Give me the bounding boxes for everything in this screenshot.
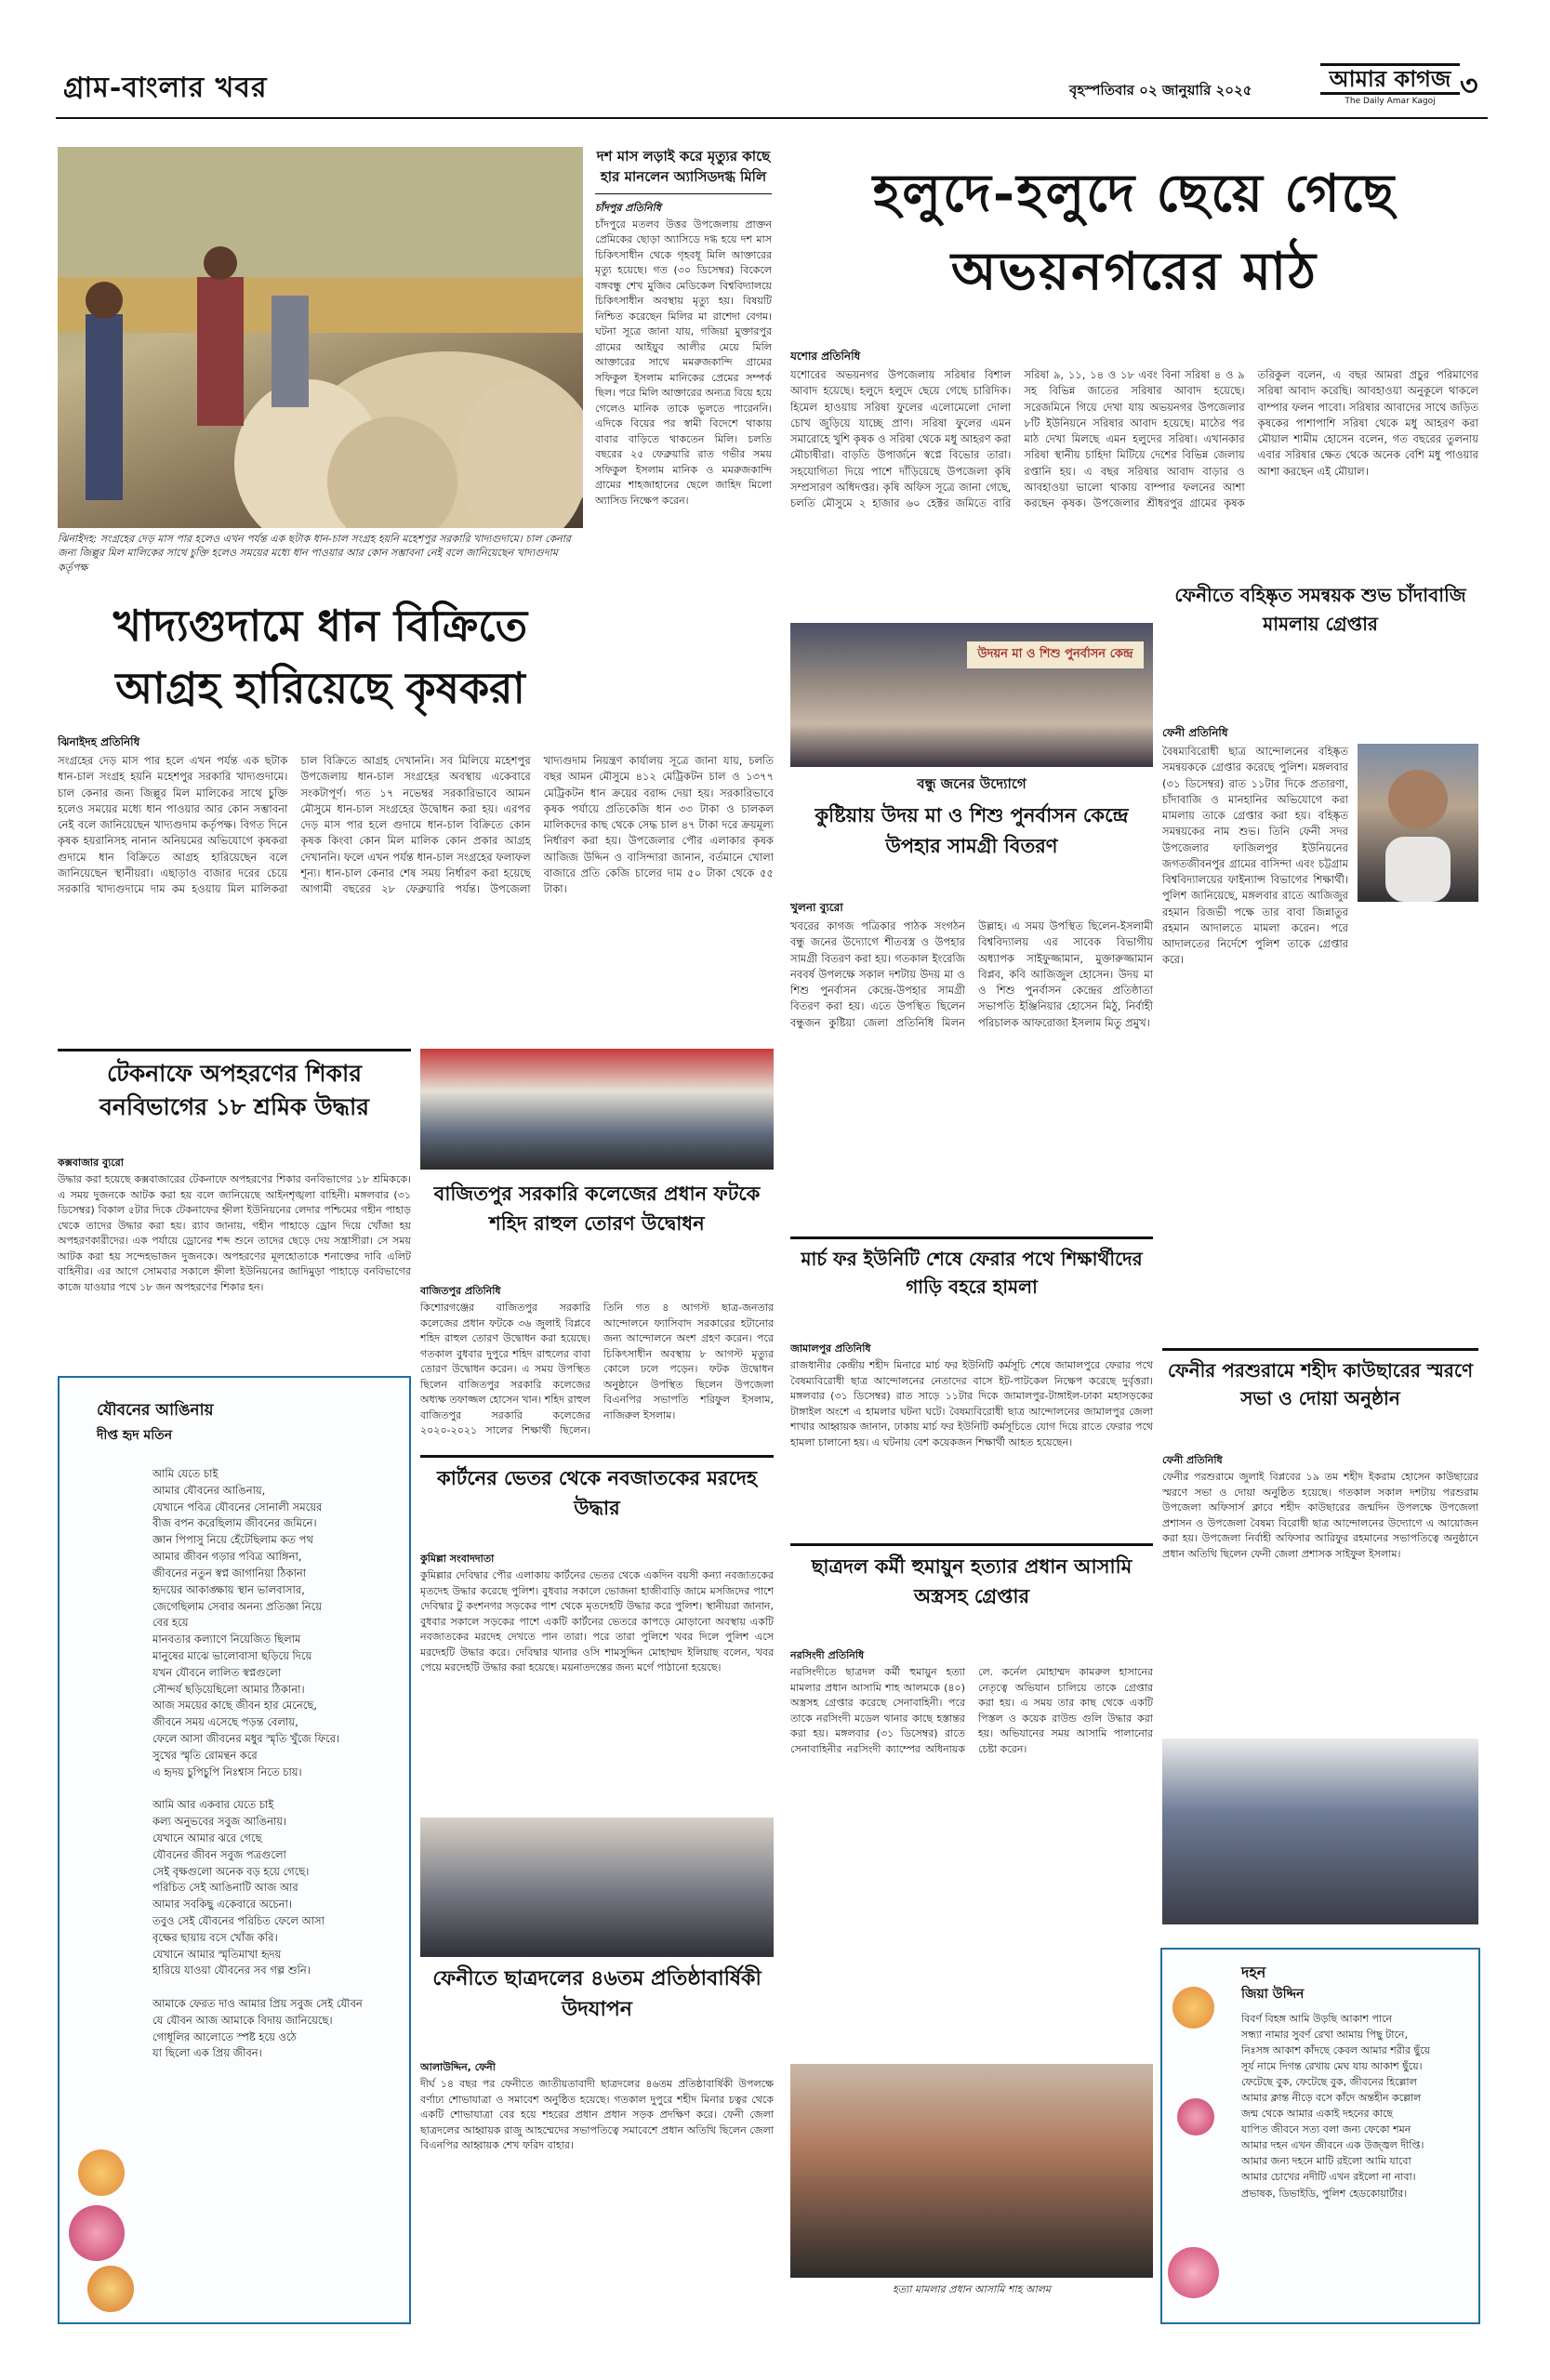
jcd-photo [420, 1818, 774, 1957]
feni-extort-body: বৈষম্যবিরোধী ছাত্র আন্দোলনের বহিষ্কৃত সমন্বয়ককে গ্রেপ্তার করেছে পুলিশ। মঙ্গলবার (৩১ ডিসেম্বর) রাত ১১টার দিকে প্রতারণা, চাঁদাবাজি ও মানহানির অভিযোগে করা মামলায় তাকে গ্রেপ্তার করা হয়। বহিষ্কৃত সমন্বয়কের নাম শুভ। তিনি ফেনী সদর উপজেলার ফাজিলপুর ইউনিয়নের জগতজীবনপুর গ্রামের বাসিন্দা এবং চট্টগ্রাম বিশ্ববিদ্যালয়ের ফাইন্যান্স বিভাগের শিক্ষার্থী। পুলিশ জানিয়েছে, মঙ্গলবার রাতে আজিজুর রহমান রিজভী পক্ষে তার বাবা জিন্নাতুর রহমান আদালতে মামলা করেন। পরে আদালতের নির্দেশে পুলিশ তাকে গ্রেপ্তার করে। [1162, 745, 1348, 967]
turmeric-byline: যশোর প্রতিনিধি [790, 350, 861, 363]
teknaf-body: উদ্ধার করা হয়েছে কক্সবাজারের টেকনাফে অপহরণের শিকার বনবিভাগের ১৮ শ্রমিককে। এ সময় দুজনকে আটক করা হয় বলে জানিয়েছে আইনশৃঙ্খলা বাহিনী। মঙ্গলবার (৩১ ডিসেম্বর) বিকাল ৫টার দিকে টেকনাফের হ্নীলা ইউনিয়নের লেদার পশ্চিমের গহীন পাহাড় থেকে তাদের উদ্ধার করা হয়। র‍্যাব জানায়, গহীন পাহাড়ে ড্রোন দিয়ে খোঁজা হয় অপহরণকারীদের। এক পর্যায়ে ড্রোনের শব্দ শুনে তাদের ছেড়ে দেয় সন্ত্রাসীরা। সে সময় আটক করা হয় সন্দেহভাজন দুজনকে। অপহরণের মূলহোতাকে শনাক্তের দাবি এলিট বাহিনীর। এর আগে সোমবার সকালে হ্নীলা ইউনিয়নের জাদিমুড়া পাহাড়ে বনবিভাগের কাজে যাওয়ার পথে ১৮ জন অপহরণের শিকার হন। [58, 1173, 411, 1293]
page-header [56, 56, 1488, 119]
feni-extort-headline-box [1162, 581, 1478, 721]
rehab-byline: খুলনা ব্যুরো [790, 901, 843, 914]
college-body: কিশোরগঞ্জের বাজিতপুর সরকারি কলেজের প্রধান ফটকে ৩৬ জুলাই বিপ্লবে শহিদ রাহুল তোরণ উদ্বোধন করা হয়েছে। গতকাল বুধবার দুপুরে শহিদ রাহুলের বাবা তোরণ উদ্বোধন করেন। এ সময় উপস্থিত ছিলেন বাজিতপুর সরকারি কলেজের অধ্যক্ষ তফাজ্জল হোসেন খান। শহিদ রাহুল বাজিতপুর সরকারি কলেজের ২০২০-২০২১ সালের শিক্ষার্থী ছিলেন। তিনি গত ৪ আগস্ট ছাত্র-জনতার আন্দোলনে ফ্যাসিবাদ সরকারের হটানোর জন্য আন্দোলনে অংশ গ্রহণ করেন। পরে চিকিৎসাধীন অবস্থায় ৮ আগস্ট মৃত্যুর কোলে ঢলে পড়েন। ফটক উদ্বোধন অনুষ্ঠানে উপস্থিত ছিলেন উপজেলা বিএনপির সভাপতি শরিফুল ইসলাম, নাজিরুল ইসলাম। [420, 1302, 774, 1436]
memorial-headline: ফেনীর পরশুরামে শহীদ কাউছারের স্মরণে সভা ও দোয়া অনুষ্ঠান [1167, 1359, 1474, 1409]
cartoon-headline: কার্টনের ভেতর থেকে নবজাতকের মরদেহ উদ্ধার [437, 1466, 757, 1519]
jcd-byline: আলাউদ্দিন, ফেনী [420, 2061, 496, 2073]
feni-extort-article [1162, 725, 1478, 1339]
cartoon-body: কুমিল্লার দেবিদ্বার পৌর এলাকায় কার্টনের ভেতর থেকে একদিন বয়সী কন্যা নবজাতকের মৃতদেহ উদ্ধার করেছে পুলিশ। বুধবার সকালে ভোজনা হাজীবাড়ি জামে মসজিদের পাশে দেবিদ্বার টু কংশনগর সড়কের পাশ থেকে মৃতদেহটি উদ্ধার করে পুলিশ। স্থানীয়রা জানান, বুধবার সকালে সড়কের পাশে একটি কার্টনের ভেতরে কাপড়ে মোড়ানো অবস্থায় একটি নবজাতকের মরদেহ দেখতে পান তারা। পরে তারা পুলিশে খবর দিলে পুলিশ এসে মরদেহটি উদ্ধার করে। দেবিদ্বার থানার ওসি শামসুদ্দিন মোহাম্মদ ইলিয়াছ বলেন, খবর পেয়ে মরদেহটি উদ্ধার করা হয়েছে। ময়নাতদন্তের জন্য মর্গে পাঠানো হয়েছে। [420, 1569, 774, 1673]
paddy-headline: খাদ্যগুদামে ধান বিক্রিতে আগ্রহ হারিয়েছে কৃষকরা [113, 601, 528, 713]
issue-date: বৃহস্পতিবার ০২ জানুয়ারি ২০২৫ [1069, 82, 1252, 99]
shuvo-portrait [1358, 744, 1478, 902]
poem1-text: আমি যেতে চাই আমার যৌবনের আঙিনায়, যেখানে পবিত্র যৌবনের সোনালী সময়ের বীজ বপন করেছিলাম জীবনের জমিনে। জ্ঞান পিপাসু নিয়ে হেঁটেছিলাম কত পথ আমার জীবন গড়ার পবিত্র আঙ্গিনা, জীবনের নতুন স্বপ্ন জাগানিয়া ঠিকানা হৃদয়ের আকাঙ্ক্ষায় স্থান ভালবাসার, জেগেছিলাম সেবার অনন্য প্রতিজ্ঞা নিয়ে বের হয়ে মানবতার কল্যাণে নিয়েজিত ছিলাম মানুষের মাঝে ভালোবাসা ছড়িয়ে দিয়ে যখন যৌবনে লালিত স্বপ্নগুলো সৌন্দর্য ছড়িয়েছিলো আমার ঠিকানা। আজ সময়ের কাছে জীবন হার মেনেছে, জীবনে সময় এসেছে পড়ন্ত বেলায়, ফেলে আসা জীবনের মধুর স্মৃতি খুঁজে ফিরে। সুখের স্মৃতি রোমন্থন করে এ হৃদয় চুপিচুপি নিঃশ্বাস নিতে চায়। আমি আর একবার যেতে চাই কল্য অনুভবের সবুজ আঙিনায়। যেখানে আমার ঝরে গেছে যৌবনের জীবন সবুজ পত্রগুলো সেই বৃক্ষগুলো অনেক বড় হয়ে গেছে। পরিচিত সেই আঙিনাটি আজ আর আমার সবকিছু একেবারে অচেনা। তবুও সেই যৌবনের পরিচিত ফেলে আসা বৃক্ষের ছায়ায় বসে খোঁজ করি। যেখানে আমার স্মৃতিমাখা হৃদয় হারিয়ে যাওয়া যৌবনের সব গল্প শুনি। আমাকে ফেরত দাও আমার প্রিয় সবুজ সেই যৌবন যে যৌবন আজ আমাকে বিদায় জানিয়েছে। গোধূলির আলোতে স্পষ্ট হয়ে ওঠে যা ছিলো এক প্রিয় জীবন। [152, 1467, 363, 2060]
march-headline: মার্চ ফর ইউনিটি শেষে ফেরার পথে শিক্ষার্থীদের গাড়ি বহরে হামলা [801, 1248, 1143, 1298]
homicide-body: নরসিংদীতে ছাত্রদল কর্মী হুমায়ুন হত্যা মামলার প্রধান আসামি শাহ আলমকে (৪০) অস্ত্রসহ গ্রেপ্তার করেছে সেনাবাহিনী। পরে তাকে নরসিংদী মডেল থানার কাছে হস্তান্তর করা হয়। মঙ্গলবার (৩১ ডিসেম্বর) রাতে সেনাবাহিনীর নরসিংদী ক্যাম্পের অধিনায়ক লে. কর্নেল মোহাম্মদ কামরুল হাসানের নেতৃত্বে অভিযান চালিয়ে তাকে গ্রেপ্তার করা হয়। এ সময় তার কাছ থেকে একটি পিস্তল ও কয়েক রাউন্ড গুলি উদ্ধার করা হয়। অভিযানের সময় আসামি পালানোর চেষ্টা করেন। [790, 1666, 1153, 1755]
jcd-headline-box [420, 1964, 774, 2056]
person-icon [1358, 744, 1478, 902]
rehab-headline-box [790, 774, 1153, 894]
flower-decoration-icon [1168, 1987, 1233, 2321]
rehab-body: খবরের কাগজ পত্রিকার পাঠক সংগঠন বন্ধু জনের উদ্যোগে শীতবস্ত্র ও উপহার সামগ্রী বিতরণ করা হয়। গতকাল ইংরেজি নববর্ষ উপলক্ষে সকাল দশটায় উদয় মা ও শিশু পুনর্বাসন কেন্দ্রে-উপহার সামগ্রী বিতরণ করা হয়। এতে উপস্থিত ছিলেন বন্ধুজন কুষ্টিয়া জেলা প্রতিনিধি মিলন উল্লাহ। এ সময় উপস্থিত ছিলেন-ইসলামী বিশ্ববিদ্যালয় এর সাবেক বিভাগীয় অধ্যাপক সাইফুজ্জামান, মুক্তারুজ্জামান বিপ্লব, কবি আজিজুল হোসেন। উদয় মা ও শিশু পুনর্বাসন কেন্দ্রের প্রতিষ্ঠাতা সভাপতি ইঞ্জিনিয়ার হোসেন মিঠু, নির্বাহী পরিচালক আফরোজা ইসলাম মিতু প্রমুখ। [790, 919, 1153, 1029]
memorial-photo [1162, 1739, 1478, 1924]
rehab-article [790, 900, 1153, 1235]
paddy-caption: ঝিনাইদহ: সংগ্রহের দেড় মাস পার হলেও এখন পর্যন্ত এক ছটাক ধান-চাল সংগ্রহ হয়নি মহেশপুর সরকারি খাদ্যগুদামে। চাল কেনার জন্য জিল্লুর মিল মালিকের সাথে চুক্তি হলেও সময়ের মধ্যে ধান পাওয়ার আর কোন সম্ভাবনা নেই বলে জানিয়েছেন খাদ্যগুদাম কর্তৃপক্ষ [58, 533, 571, 574]
memorial-article [1162, 1452, 1478, 1731]
homicide-headline: ছাত্রদল কর্মী হুমায়ুন হত্যার প্রধান আসামি অস্ত্রসহ গ্রেপ্তার [811, 1554, 1133, 1607]
acid-body: চাঁদপুরে মতলব উত্তর উপজেলায় প্রাক্তন প্রেমিকের ছোড়া অ্যাসিডে দগ্ধ হয়ে দশ মাস চিকিৎসাধীন থেকে গৃহবধূ মিলি আক্তারের মৃত্যু হয়েছে। গত (৩০ ডিসেম্বর) বিকেলে বঙ্গবন্ধু শেখ মুজিব মেডিকেল বিশ্ববিদ্যালয়ে চিকিৎসাধীন অবস্থায় মৃত্যু হয়। বিষয়টি নিশ্চিত করেছেন মিলির মা রাশেদা বেগম। ঘটনা সূত্রে জানা যায়, গজিয়া মুক্তারপুর গ্রামের আইয়ুব আলীর মেয়ে মিলি আক্তারের সাথে মমরুজকান্দি গ্রামের সফিকুল ইসলাম মানিকের প্রেমের সম্পর্ক ছিল। পরে মিলি আক্তারের অন্যত্র বিয়ে হয়ে গেলেও মানিক তাকে ভুলতে পারেননি। এদিকে বিয়ের পর স্বামী বিদেশে থাকায় বাবার বাড়িতে থাকতেন মিলি। চলতি বছরের ২৫ ফেব্রুয়ারি রাত গভীর সময় সফিকুল ইসলাম মানিক ও মমরুজকান্দি গ্রামের শাহজাহানের ছেলে জাহিদ মিলো অ্যাসিড নিক্ষেপ করেন। [595, 218, 772, 507]
march-headline-box [790, 1236, 1153, 1339]
turmeric-body: যশোরের অভয়নগর উপজেলায় সরিষার বিশাল আবাদ হয়েছে। হলুদে হলুদে ছেয়ে গেছে চারিদিক। হিমেল হাওয়ায় সরিষা ফুলের এলোমেলো দোলা চোখ জুড়িয়ে যাচ্ছে প্রাণ। সরিষা ফুলের এমন সমারোহে খুশি কৃষক ও সরিষা থেকে মধু আহরণ করা মৌচাষীরা। বাড়তি উপার্জনে স্বপ্নে বিভোর তারা। সহযোগিতা দিয়ে পাশে দাঁড়িয়েছে উপজেলা কৃষি সম্প্রসারণ অধিদপ্তর। কৃষি অফিস সূত্রে জানা গেছে, চলতি মৌসুমে ২ হাজার ৬০ হেক্টর জমিতে বারি সরিষা ৯, ১১, ১৪ ও ১৮ এবং বিনা সরিষা ৪ ও ৯ সহ বিভিন্ন জাতের সরিষার আবাদ হয়েছে। সরেজমিনে গিয়ে দেখা যায় অভয়নগর উপজেলার ৮টি ইউনিয়নে সরিষার আবাদ হয়েছে। মাঠের পর মাঠ দেখা মিলছে এমন হলুদের সরিষা। এখানকার সরিষা স্থানীয় চাহিদা মিটিয়ে দেশের বিভিন্ন জেলায় রপ্তানি হয়। এ বছর সরিষার আবাদ বাড়ার ও আবহাওয়া ভালো থাকায় বাম্পার ফলনের আশা করছেন কৃষক। উপজেলার শ্রীধরপুর গ্রামের কৃষক তরিকুল বলেন, এ বছর আমরা প্রচুর পরিমাণের সরিষা আবাদ করেছি। আবহাওয়া অনুকূলে থাকলে বাম্পার ফলন পাবো। সরিষার আবাদের সাথে জড়িত কৃষকের পাশাপাশি সরিষা থেকে মধু আহরণ করা মৌয়াল শামীম হোসেন বলেন, গত বছরের তুলনায় এবার সরিষার ক্ষেত থেকে অনেক বেশি মধু পাওয়ার আশা করছেন এই মৌয়াল। [790, 368, 1478, 509]
feni-extort-byline: ফেনী প্রতিনিধি [1162, 726, 1228, 739]
feni-extort-headline: ফেনীতে বহিষ্কৃত সমন্বয়ক শুভ চাঁদাবাজি মামলায় গ্রেপ্তার [1174, 584, 1466, 635]
college-byline: বাজিতপুর প্রতিনিধি [420, 1285, 501, 1297]
paper-name: আমার কাগজ [1320, 63, 1460, 95]
page-number: ৩ [1460, 70, 1478, 102]
poem1-author: দীপ্ত হৃদ মতিন [97, 1428, 173, 1443]
paddy-headline-box [58, 595, 583, 725]
poem1-title: যৌবনের আঙিনায় [97, 1401, 214, 1420]
memorial-body: ফেনীর পরশুরামে জুলাই বিপ্লবের ১৯ তম শহীদ ইকরাম হোসেন কাউছারের স্মরণে সভা ও দোয়া অনুষ্ঠিত হয়েছে। গতকাল সকাল দশটায় পরশুরাম উপজেলা অফিসার্স ক্লাবে শহীদ কাউছারের জন্মদিন উপলক্ষে উপজেলা প্রশাসন ও উপজেলা বৈষম্য বিরোধী ছাত্র আন্দোলনের উদ্যোগে এ আয়োজন করা হয়। উপজেলা নির্বাহী অফিসার আরিফুর রহমানের সভাপতিত্বে অনুষ্ঠানে প্রধান অতিথি ছিলেন ফেনী জেলা প্রশাসক সাইফুল ইসলাম। [1162, 1471, 1478, 1560]
homicide-headline-box [790, 1543, 1153, 1646]
turmeric-headline: হলুদে-হলুদে ছেয়ে গেছে অভয়নগরের মাঠ [872, 163, 1397, 302]
march-body: রাজধানীর কেন্দ্রীয় শহীদ মিনারে মার্চ ফর ইউনিটি কর্মসূচি শেষে জামালপুরে ফেরার পথে বৈষম্যবিরোধী ছাত্র আন্দোলনের নেতাদের বাসে ইট-পাটকেল নিক্ষেপ করেছে দুর্বৃত্তরা। মঙ্গলবার (৩১ ডিসেম্বর) রাত সাড়ে ১১টার দিকে জামালপুর-টাঙ্গাইল-ঢাকা মহাসড়কের টাঙ্গাইল অংশে এ হামলার ঘটনা ঘটে। বৈষম্যবিরোধী ছাত্র আন্দোলনের জামালপুর জেলা শাখার আহ্বায়ক জানান, ঢাকায় মার্চ ফর ইউনিটি কর্মসূচিতে যোগ দিয়ে রাতে ফেরার পথে হামলা চালানো হয়। এ ঘটনায় বেশ কয়েকজন শিক্ষার্থী আহত হয়েছেন। [790, 1359, 1153, 1448]
poem1-box [58, 1376, 411, 2324]
cartoon-headline-box [420, 1455, 774, 1548]
poem2-box [1160, 1948, 1480, 2324]
poem2-text: বিবর্ণ বিহঙ্গ আমি উড়ছি আকাশ পানে সন্ধ্যা নামার সুবর্ণ রেখা আমায় পিছু টানে, নিঃসঙ্গ আকাশ কাঁদছে কেবল আমার শরীর ছুঁয়ে সূর্য নামে দিগন্ত রেখায় মেঘ যায় আকাশ ছুঁয়ে। ফেটেছে বুক, ফেটেছে বুক, জীবনের হিল্লোল আমার ক্লান্ত নীড়ে বসে কাঁদে অন্তহীন কল্লোল জন্ম থেকে আমার একাই দহনের কাছে যাপিত জীবনে সত্য বলা জন্য ফেকো শমন আমার দহন এখন জীবনে এক উজ্জ্বল দীপ্তি। আমার জন্য দহনে মাটি রইলো আমি যাবো আমার চোখের নদীটি এখন রইলো না নাবা। প্রভাষক, ডিভাইডি, পুলিশ হেডকোয়ার্টার। [1241, 2013, 1431, 2200]
teknaf-byline: কক্সবাজার ব্যুরো [58, 1157, 124, 1169]
rehab-kicker: বন্ধু জনের উদ্যোগে [917, 775, 1027, 792]
acid-byline: চাঁদপুর প্রতিনিধি [595, 201, 661, 214]
turmeric-headline-box [790, 147, 1478, 342]
march-byline: জামালপুর প্রতিনিধি [790, 1342, 871, 1355]
acid-headline: দশ মাস লড়াই করে মৃত্যুর কাছে হার মানলেন অ্যাসিডদগ্ধ মিলি [596, 148, 771, 185]
homicide-byline: নরসিংদী প্রতিনিধি [790, 1649, 865, 1661]
rehab-photo [790, 623, 1153, 767]
section-title: গ্রাম-বাংলার খবর [63, 72, 268, 104]
college-headline-box [420, 1179, 774, 1281]
march-article [790, 1341, 1153, 1536]
sacks-illustration [58, 147, 583, 528]
jcd-article [420, 2059, 774, 2320]
memorial-headline-box [1162, 1348, 1478, 1450]
teknaf-headline: টেকনাফে অপহরণের শিকার বনবিভাগের ১৮ শ্রমিক উদ্ধার [99, 1060, 370, 1121]
homicide-article [790, 1647, 1153, 2056]
memorial-byline: ফেনী প্রতিনিধি [1162, 1454, 1223, 1466]
jcd-body: দীর্ঘ ১৪ বছর পর ফেনীতে জাতীয়তাবাদী ছাত্রদলের ৪৬তম প্রতিষ্ঠাবার্ষিকী উপলক্ষে বর্ণাঢ্য শোভাযাত্রা ও সমাবেশ অনুষ্ঠিত হয়েছে। গতকাল দুপুরে শহীদ মিনার চত্বর থেকে একটি শোভাযাত্রা বের হয়ে শহরের প্রধান প্রধান সড়ক প্রদক্ষিণ করে। ফেনী জেলা ছাত্রদলের আহ্বায়ক রাজু আহম্মেদের সভাপতিত্বে সমাবেশে প্রধান অতিথি ছিলেন জেলা বিএনপির আহ্বায়ক শেখ ফরিদ বাহার। [420, 2078, 774, 2151]
teknaf-headline-box [58, 1049, 411, 1151]
flower-decoration-icon [69, 2149, 143, 2317]
paper-name-english: The Daily Amar Kagoj [1345, 97, 1436, 106]
jcd-headline: ফেনীতে ছাত্রদলের ৪৬তম প্রতিষ্ঠাবার্ষিকী উদযাপন [432, 1966, 762, 2021]
masthead-logo [1320, 63, 1460, 106]
homicide-photo [790, 2064, 1153, 2278]
poem2-author: জিয়া উদ্দিন [1241, 1987, 1305, 2002]
paddy-photo [58, 147, 583, 528]
college-article [420, 1283, 774, 1446]
cartoon-byline: কুমিল্লা সংবাদদাতা [420, 1553, 495, 1565]
college-headline: বাজিতপুর সরকারি কলেজের প্রধান ফটকে শহিদ রাহুল তোরণ উদ্বোধন [433, 1182, 761, 1235]
poem2-title: দহন [1241, 1964, 1266, 1981]
paddy-byline: ঝিনাইদহ প্রতিনিধি [58, 735, 140, 748]
college-photo [420, 1049, 774, 1170]
teknaf-article [58, 1155, 411, 1365]
paddy-article [58, 734, 774, 1041]
paddy-body: সংগ্রহের দেড় মাস পার হলে এখন পর্যন্ত এক ছটাক ধান-চাল সংগ্রহ হয়নি মহেশপুর সরকারি খাদ্যগুদামে। চাল কেনার জন্য জিল্লুর মিল মালিকের সাথে চুক্তি হলেও সময়ের মধ্যে ধান পাওয়ার আর কোন সম্ভাবনা নেই বলে জানিয়েছেন খাদ্যগুদাম কর্তৃপক্ষ। বিগত দিনে কৃষক হয়রানিসহ নানান অনিয়মের অভিযোগে কৃষকরা গুদামে ধান বিক্রিতে আগ্রহ হারিয়েছেন বলে জানিয়েছেন স্থানীয়রা। এছাড়াও বাজার দরের চেয়ে সরকারি খাদ্যগুদামে দাম কম হওয়ায় মিল মালিকরা চাল বিক্রিতে আগ্রহ দেখাননি। সব মিলিয়ে মহেশপুর উপজেলায় ধান-চাল সংগ্রহের অবস্থায় একেবারে সংকটাপূর্ণ। গত ১৭ নভেম্বর সরকারিভাবে আমন মৌসুমে ধান-চাল সংগ্রহের উদ্বোধন করা হয়। এরপর দেড় মাস পার হলে গুদামে ধান-চাল বিক্রিতে কোন কৃষক কিংবা কোন মিল মালিক কোন প্রকার আগ্রহ দেখাননি। ফলে এখন পর্যন্ত ধান-চাল সংগ্রহের ফলাফল শূন্য। ধান-চাল কেনার শেষ সময় নির্ধারণ করা হয়েছে আগামী বছরের ২৮ ফেব্রুয়ারি পর্যন্ত। উপজেলা খাদ্যগুদাম নিয়ন্ত্রণ কার্যালয় সূত্রে জানা যায়, চলতি বছর আমন মৌসুমে ৪১২ মেট্রিকটন চাল ও ১৩৭৭ মেট্রিকটন ধান ক্রয়ের বরাদ্দ দেয়া হয়। সরকারিভাবে কৃষক পর্যায়ে প্রতিকেজি ধান ৩৩ টাকা ও চালকল মালিকদের কাছ থেকে সেদ্ধ চাল ৪৭ টাকা দরে ক্রয়মূল্য নির্ধারণ করা হয়। উপজেলার পৌর এলাকার কৃষক আজিজ উদ্দিন ও বাসিন্দারা জানান, বর্তমানে খোলা বাজারে প্রতি কেজি চালের দাম ৫০ টাকা থেকে ৫৫ টাকা। [58, 754, 774, 895]
cartoon-article [420, 1551, 774, 1811]
rehab-banner-text: উদয়ন মা ও শিশু পুনর্বাসন কেন্দ্র [967, 641, 1144, 668]
homicide-photo-caption: হত্যা মামলার প্রধান আসামি শাহ আলম [892, 2283, 1052, 2295]
rehab-headline: কুষ্টিয়ায় উদয় মা ও শিশু পুনর্বাসন কেন্দ্রে উপহার সামগ্রী বিতরণ [815, 803, 1129, 857]
